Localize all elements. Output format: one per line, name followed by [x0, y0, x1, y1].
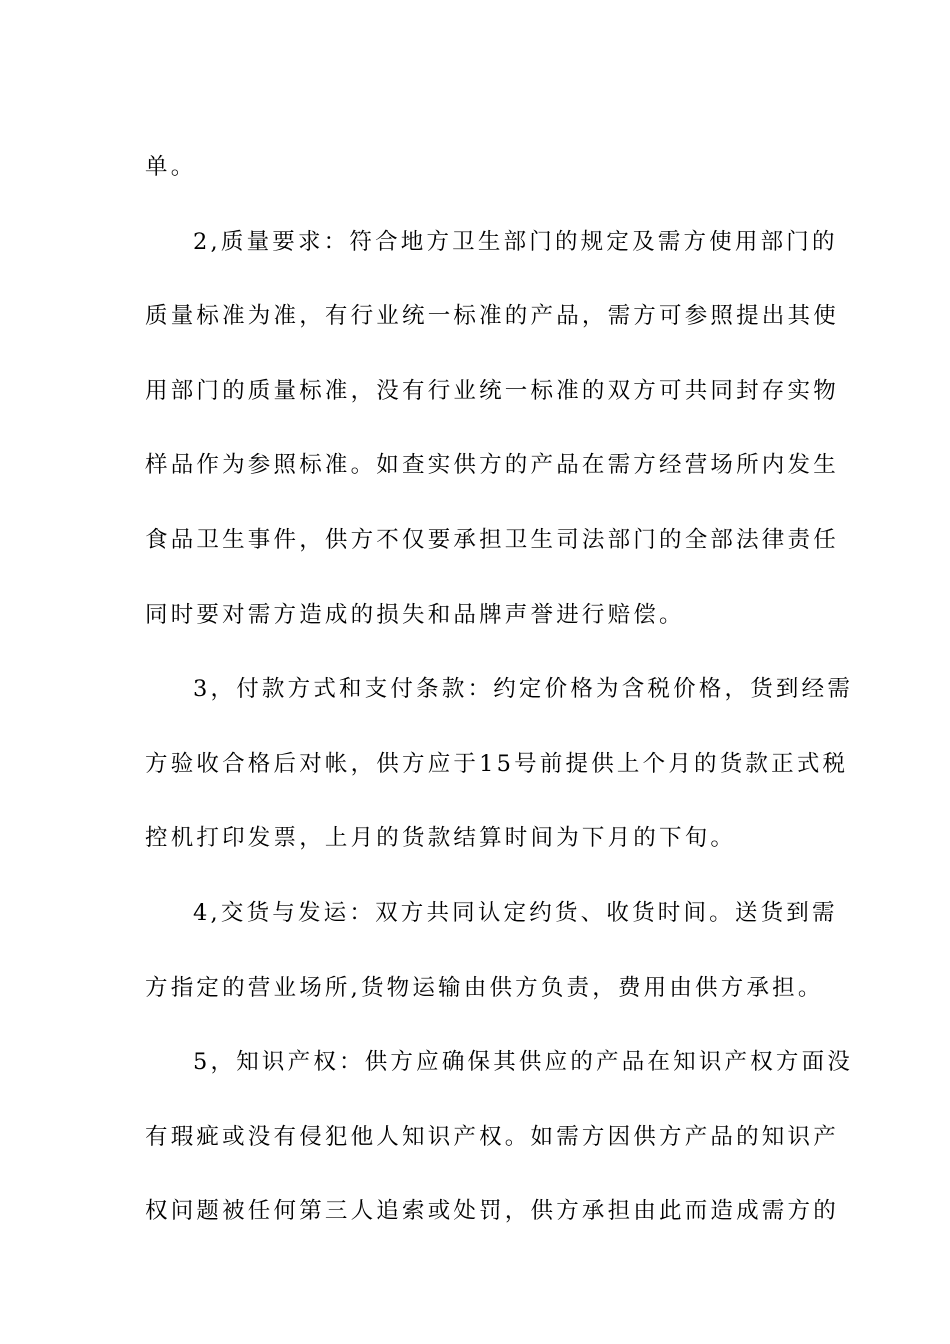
paragraph-intellectual-property: [145, 1025, 854, 1249]
document-body: [145, 130, 854, 1249]
text-line: 4,交货与发运：双方共同认定约货、收货时间。送货到需: [193, 899, 838, 926]
text-line: 方验收合格后对帐，供方应于15号前提供上个月的货款正式税: [145, 750, 849, 777]
paragraph-payment-terms: [145, 652, 854, 876]
text-line: 单。: [145, 154, 197, 180]
text-line: 权问题被任何第三人追索或处罚，供方承担由此而造成需方的: [145, 1198, 839, 1225]
text-line: 样品作为参照标准。如查实供方的产品在需方经营场所内发生: [145, 452, 839, 479]
paragraph-quality-requirements: [145, 205, 839, 653]
paragraph-delivery: [145, 876, 838, 1025]
text-line: 用部门的质量标准，没有行业统一标准的双方可共同封存实物: [145, 377, 839, 404]
text-line: 5，知识产权：供方应确保其供应的产品在知识产权方面没: [193, 1049, 854, 1076]
text-line: 2,质量要求：符合地方卫生部门的规定及需方使用部门的: [193, 228, 838, 255]
text-line: 3，付款方式和支付条款：约定价格为含税价格，货到经需: [193, 676, 854, 703]
text-line: 质量标准为准，有行业统一标准的产品，需方可参照提出其使: [145, 303, 839, 330]
text-line: 控机打印发票，上月的货款结算时间为下月的下旬。: [145, 825, 737, 852]
text-line: 有瑕疵或没有侵犯他人知识产权。如需方因供方产品的知识产: [145, 1123, 839, 1150]
text-line: 食品卫生事件，供方不仅要承担卫生司法部门的全部法律责任: [145, 526, 839, 553]
text-line: 同时要对需方造成的损失和品牌声誉进行赔偿。: [145, 601, 685, 628]
paragraph-continuation: [145, 130, 810, 205]
text-line: 方指定的营业场所,货物运输由供方负责，费用由供方承担。: [145, 974, 824, 1001]
